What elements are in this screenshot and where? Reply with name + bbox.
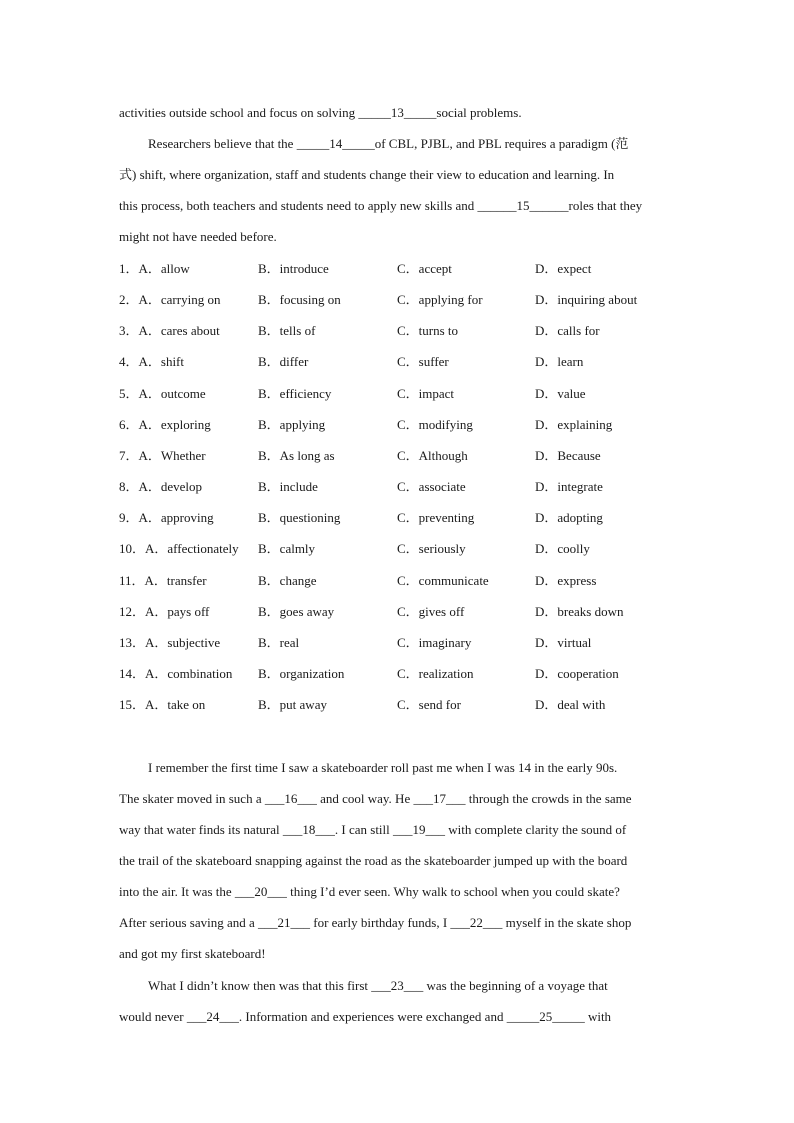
option-choice-d: D．expect — [535, 261, 592, 276]
option-choice-c: C．modifying — [397, 416, 473, 432]
option-choice-c: C．associate — [397, 479, 466, 494]
option-choice-c: C．accept — [397, 261, 452, 276]
option-choice-b: B．goes away — [258, 603, 335, 619]
option-choice-d: D．Because — [535, 447, 601, 463]
option-row — [119, 321, 679, 341]
option-row — [119, 539, 679, 559]
option-choice-d: D．inquiring about — [535, 292, 638, 308]
option-choice-b: B．questioning — [258, 510, 341, 526]
option-choice-a: 10．A．affectionately — [119, 541, 239, 557]
option-choice-a: 6．A．exploring — [119, 416, 211, 432]
option-choice-d: D．express — [535, 572, 597, 588]
option-choice-d: D．learn — [535, 354, 584, 370]
option-row — [119, 571, 679, 591]
option-choice-d: D．deal with — [535, 697, 606, 713]
option-choice-c: C．imaginary — [397, 634, 472, 650]
passage2-line-4: the trail of the skateboard snapping against the road as the skateboarder jumped up with the board — [119, 853, 628, 868]
option-choice-b: B．organization — [258, 666, 345, 681]
option-choice-d: D．cooperation — [535, 666, 619, 681]
passage1-line-2: Researchers believe that the _____14_____of CBL, PJBL, and PBL requires a paradigm (范 — [148, 136, 629, 151]
passage2-line-2: The skater moved in such a ___16___ and cool way. He ___17___ through the crowds in the same — [119, 791, 632, 806]
option-choice-a: 3．A．cares about — [119, 323, 220, 339]
option-row — [119, 446, 679, 466]
option-choice-a: 8．A．develop — [119, 479, 203, 494]
option-choice-b: B．tells of — [258, 323, 316, 339]
passage1-line-4: this process, both teachers and students need to apply new skills and ______15______roles that they — [119, 198, 643, 213]
option-choice-b: B．calmly — [258, 541, 316, 557]
option-choice-a: 13．A．subjective — [119, 634, 221, 650]
option-choice-b: B．real — [258, 634, 300, 650]
passage2-line-5: into the air. It was the ___20___ thing I’d ever seen. Why walk to school when you could skate? — [119, 884, 620, 899]
option-choice-d: D．adopting — [535, 510, 603, 526]
option-choice-d: D．virtual — [535, 634, 592, 650]
option-choice-b: B．introduce — [258, 261, 329, 276]
option-choice-c: C．seriously — [397, 541, 466, 557]
option-choice-d: D．breaks down — [535, 603, 624, 619]
option-row — [119, 290, 679, 310]
option-choice-c: C．gives off — [397, 603, 465, 619]
option-row — [119, 695, 679, 715]
option-choice-a: 4．A．shift — [119, 354, 185, 370]
option-choice-d: D．calls for — [535, 323, 600, 339]
option-choice-d: D．explaining — [535, 416, 613, 432]
passage2-line-1: I remember the first time I saw a skateboarder roll past me when I was 14 in the early 90s. — [148, 760, 618, 775]
option-choice-a: 11．A．transfer — [119, 572, 207, 588]
option-choice-b: B．change — [258, 572, 317, 588]
passage2-line-3: way that water finds its natural ___18___. I can still ___19___ with complete clarity the sound of — [119, 822, 627, 837]
option-choice-b: B．As long as — [258, 447, 335, 463]
passage1-line-5: might not have needed before. — [119, 229, 277, 244]
option-choice-a: 2．A．carrying on — [119, 292, 221, 308]
option-row — [119, 602, 679, 622]
option-choice-a: 5．A．outcome — [119, 385, 206, 401]
option-choice-a: 7．A．Whether — [119, 447, 206, 463]
passage1-line-1: activities outside school and focus on solving _____13_____social problems. — [119, 105, 522, 120]
option-row — [119, 508, 679, 528]
option-choice-c: C．suffer — [397, 354, 449, 370]
option-choice-c: C．Although — [397, 447, 468, 463]
option-choice-d: D．value — [535, 385, 586, 401]
option-row — [119, 633, 679, 653]
option-row — [119, 664, 679, 684]
option-row — [119, 384, 679, 404]
option-row — [119, 259, 679, 279]
option-choice-d: D．coolly — [535, 541, 590, 557]
option-choice-c: C．send for — [397, 697, 461, 713]
passage2-line-6: After serious saving and a ___21___ for early birthday funds, I ___22___ myself in the skate shop — [119, 915, 632, 930]
option-choice-d: D．integrate — [535, 479, 603, 494]
option-choice-c: C．communicate — [397, 572, 489, 588]
option-choice-a: 15．A．take on — [119, 697, 206, 713]
option-choice-b: B．applying — [258, 416, 326, 432]
option-choice-b: B．include — [258, 479, 318, 494]
option-choice-a: 1．A．allow — [119, 261, 190, 276]
option-row — [119, 415, 679, 435]
option-choice-c: C．impact — [397, 385, 455, 401]
option-choice-a: 12．A．pays off — [119, 603, 210, 619]
passage2-line-8: What I didn’t know then was that this first ___23___ was the beginning of a voyage that — [148, 978, 608, 993]
option-choice-c: C．applying for — [397, 292, 483, 308]
option-choice-b: B．focusing on — [258, 292, 341, 308]
option-choice-c: C．turns to — [397, 323, 459, 339]
passage1-line-3: 式) shift, where organization, staff and students change their view to education and learning. In — [119, 167, 615, 182]
passage2-line-7: and got my first skateboard! — [119, 946, 266, 961]
option-choice-b: B．efficiency — [258, 385, 332, 401]
option-choice-a: 14．A．combination — [119, 666, 233, 681]
passage2-line-9: would never ___24___. Information and experiences were exchanged and _____25_____ with — [119, 1009, 612, 1024]
option-row — [119, 352, 679, 372]
option-choice-b: B．put away — [258, 697, 327, 713]
option-choice-c: C．preventing — [397, 510, 475, 526]
option-choice-a: 9．A．approving — [119, 510, 214, 526]
option-choice-b: B．differ — [258, 354, 309, 370]
option-row — [119, 477, 679, 497]
option-choice-c: C．realization — [397, 666, 474, 681]
